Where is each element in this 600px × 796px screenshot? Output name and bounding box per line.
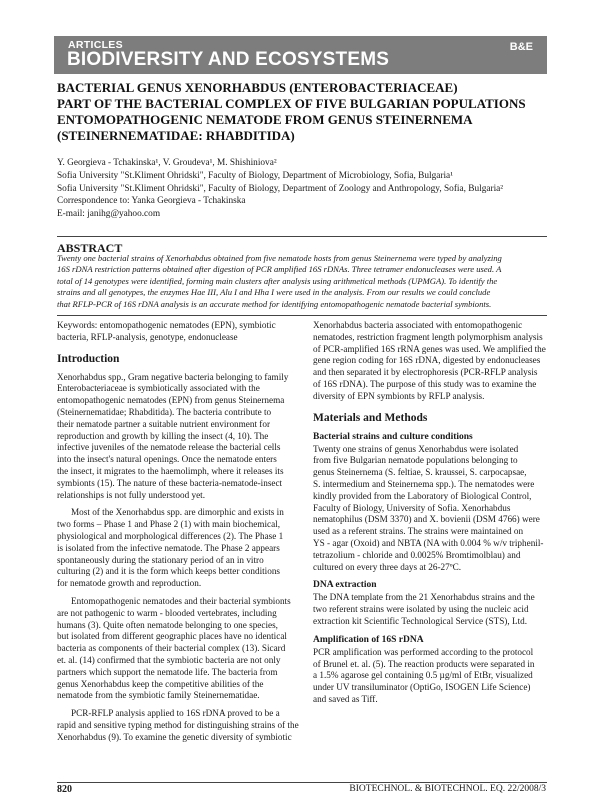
text-line: a 1.5% agarose gel containing 0.5 µg/ml of EtBr, visualized	[313, 670, 533, 681]
keywords-line: bacteria, RFLP-analysis, genotype, endonuclease	[57, 331, 238, 342]
text-line: their nematode partner a suitable nutrient environment for	[57, 418, 271, 429]
text-line: but isolated from different geographic places have no identical	[57, 631, 287, 642]
text-line: and then separated it by electrophoresis (PCR-RFLP analysis	[313, 367, 538, 378]
title-line: (STEINERNEMATIDAE: RHABDITIDA)	[57, 128, 295, 143]
introduction-heading: Introduction	[57, 352, 120, 365]
text-line: Faculty of Biology, University of Sofia. Xenorhabdus	[313, 502, 511, 513]
journal-section-title: BIODIVERSITY AND ECOSYSTEMS	[67, 49, 390, 70]
text-line: bacteria as components of their bacterial complex (13). Sicard	[57, 643, 286, 654]
affiliation-2: Sofia University "St.Kliment Ohridski", Faculty of Biology, Department of Zoology and Anthropology, Sofia, Bulgaria²	[57, 183, 504, 194]
text-line: nematophilus (DSM 3370) and X. bovienii (DSM 4766) were	[313, 514, 540, 525]
running-title: BIOTECHNOL. & BIOTECHNOL. EQ. 22/2008/3	[349, 784, 546, 794]
text-line: two forms – Phase 1 and Phase 2 (1) with main biochemical,	[57, 519, 281, 530]
page-number: 820	[57, 784, 72, 795]
intro-continuation	[313, 320, 557, 403]
text-line: nematode from the symbiotic family Steinernematidae.	[57, 690, 260, 701]
text-line: PCR-RFLP analysis applied to 16S rDNA proved to be a	[71, 708, 280, 719]
text-line: is isolated from the infective nematode. The Phase 2 appears	[57, 542, 280, 553]
divider-abstract	[57, 315, 547, 316]
abstract-heading: ABSTRACT	[57, 241, 123, 255]
strains-paragraph	[313, 444, 557, 574]
strains-heading: Bacterial strains and culture conditions	[313, 431, 473, 442]
text-line: S. intermedium and Steinernema spp.). The nematodes were	[313, 478, 535, 489]
text-line: YS - agar (Oxoid) and NBTA (NA with 0.004 % w/v triphenil-	[313, 537, 544, 548]
text-line: Xenorhabdus bacteria associated with entomopathogenic	[313, 320, 523, 330]
text-line: two referent strains were isolated by using the nucleic acid	[313, 604, 529, 615]
text-line: Xenorhabdus (9). To examine the genetic diversity of symbiotic	[57, 731, 292, 742]
abstract-text	[57, 253, 547, 310]
title-line: BACTERIAL GENUS XENORHABDUS (ENTEROBACTERIACEAE)	[57, 80, 458, 95]
correspondence: Correspondence to: Yanka Georgieva - Tchakinska	[57, 196, 246, 207]
footer-divider	[57, 782, 547, 783]
abstract-line: Twenty one bacterial strains of Xenorhabdus obtained from five nematode hosts from genus Steinernema were typed by analyzing	[57, 253, 502, 263]
text-line: tetrazolium - chloride and 0.0025% Bromtimolblau) and	[313, 549, 521, 560]
text-line: nematodes, restriction fragment length polymorphism analysis	[313, 331, 543, 342]
text-line: physiological and morphological differences (2). The Phase 1	[57, 530, 284, 541]
authors-block	[57, 157, 547, 221]
keywords	[57, 320, 301, 344]
dna-extraction-heading: DNA extraction	[313, 580, 377, 591]
text-line: the insect, it migrates to the haemolimph, where it releases its	[57, 465, 284, 476]
text-line: Twenty one strains of genus Xenorhabdus were isolated	[313, 443, 519, 454]
abstract-line: strains and all genotypes, the enzymes Hae III, Alu I and Hha I were used in the analysis. From our results we could conclude	[57, 287, 491, 298]
text-line: genus Steinernema (S. feltiae, S. kraussei, S. carpocapsae,	[313, 467, 527, 478]
text-line: infective juveniles of the nematode release the bacterial cells	[57, 442, 281, 453]
abstract-line: total of 14 genotypes were identified, forming main clusters after analysis using arithmetical methods (UPMGA). To identify the	[57, 275, 498, 286]
text-line: cultured on every three days at 26-27ºC.	[313, 561, 462, 572]
right-column	[313, 320, 557, 706]
text-line: of Brunel et. al. (5). The reaction products were separated in	[313, 658, 535, 669]
article-title	[57, 80, 547, 144]
text-line: spontaneously during the stationary period of an in vitro	[57, 554, 264, 565]
text-line: of PCR-amplified 16S rRNA genes was used. We amplified the	[313, 343, 546, 354]
text-line: Xenorhabdus spp., Gram negative bacteria belonging to family	[57, 371, 289, 382]
text-line: are not pathogenic to warm - blooded vertebrates, including	[57, 607, 277, 618]
text-line: reproduction and growth by killing the insect (4, 10). The	[57, 430, 269, 441]
text-line: PCR amplification was performed according to the protocol	[313, 646, 534, 657]
text-line: into the insect's natural openings. Once the nematode enters	[57, 454, 277, 465]
materials-methods-heading: Materials and Methods	[313, 411, 428, 424]
email: E-mail: janihg@yahoo.com	[57, 209, 161, 220]
text-line: culturing (2) and it is the form which keeps better conditions	[57, 566, 280, 577]
text-line: extraction kit Scientific Technological Service (STS), Ltd.	[313, 615, 528, 626]
text-line: (Steinernematidae; Rhabditida). The bacteria contribute to	[57, 406, 272, 417]
text-line: rapid and sensitive typing method for distinguishing strains of the	[57, 719, 299, 730]
intro-paragraph-3	[57, 596, 301, 702]
text-line: used as a referent strains. The strains were maintained on	[313, 526, 524, 537]
amplification-paragraph	[313, 647, 557, 706]
abstract-line: 16S rDNA restriction patterns obtained after digestion of PCR amplified 16S rDNAs. Three tetramer endonucleases were used. A	[57, 264, 502, 275]
text-line: kindly provided from the Laboratory of Biological Control,	[313, 490, 532, 501]
text-line: and saved as Tiff.	[313, 693, 378, 704]
text-line: gene region coding for 16S rDNA, digested by endonucleases	[313, 355, 541, 366]
dna-extraction-paragraph	[313, 592, 557, 627]
text-line: The DNA template from the 21 Xenorhabdus strains and the	[313, 592, 535, 603]
author-names: Y. Georgieva - Tchakinska¹, V. Groudeva¹, M. Shishiniova²	[57, 158, 277, 168]
affiliation-1: Sofia University "St.Kliment Ohridski", Faculty of Biology, Department of Microbiology, Sofia, Bulgaria¹	[57, 170, 453, 181]
text-line: genus Xenorhabdus keep the competitive abilities of the	[57, 678, 264, 689]
left-column	[57, 320, 301, 744]
keywords-line: Keywords: entomopathogenic nematodes (EPN), symbiotic	[57, 320, 276, 330]
text-line: et. al. (14) confirmed that the symbiotic bacteria are not only	[57, 654, 281, 665]
text-line: relationships is not fully understood yet.	[57, 489, 206, 500]
text-line: symbionts (15). The nature of these bacteria-nematode-insect	[57, 477, 283, 488]
divider-top	[57, 236, 547, 237]
abstract-line: that RFLP-PCR of 16S rDNA analysis is an accurate method for identifying entomopathogenic nematode bacterial symbionts.	[57, 298, 492, 309]
text-line: humans (3). Quite often nematode belonging to one species,	[57, 619, 278, 630]
text-line: diversity of EPN symbionts by RFLP analysis.	[313, 390, 485, 401]
text-line: under UV transiluminator (OptiGo, ISOGEN Life Science)	[313, 682, 531, 693]
amplification-heading: Amplification of 16S rDNA	[313, 634, 424, 645]
section-label: ARTICLES	[68, 39, 123, 51]
title-line: ENTOMOPATHOGENIC NEMATODE FROM GENUS STEINERNEMA	[57, 112, 473, 127]
text-line: of 16S rDNA). The purpose of this study was to examine the	[313, 378, 537, 389]
text-line: from five Bulgarian nematode populations belonging to	[313, 455, 518, 466]
text-line: Enterobacteriaceae is symbiotically associated with the	[57, 383, 260, 394]
intro-paragraph-4	[57, 708, 301, 743]
text-line: for nematode growth and reproduction.	[57, 578, 202, 589]
title-line: PART OF THE BACTERIAL COMPLEX OF FIVE BULGARIAN POPULATIONS	[57, 96, 526, 111]
text-line: Most of the Xenorhabdus spp. are dimorphic and exists in	[71, 507, 284, 518]
journal-banner	[54, 36, 547, 74]
intro-paragraph-2	[57, 507, 301, 590]
text-line: partners which support the nematode life. The bacteria from	[57, 666, 278, 677]
journal-abbreviation: B&E	[509, 41, 533, 53]
intro-paragraph-1	[57, 372, 301, 502]
text-line: Entomopathogenic nematodes and their bacterial symbionts	[71, 595, 291, 606]
text-line: entomopathogenic nematodes (EPN) from genus Steinernema	[57, 395, 285, 406]
